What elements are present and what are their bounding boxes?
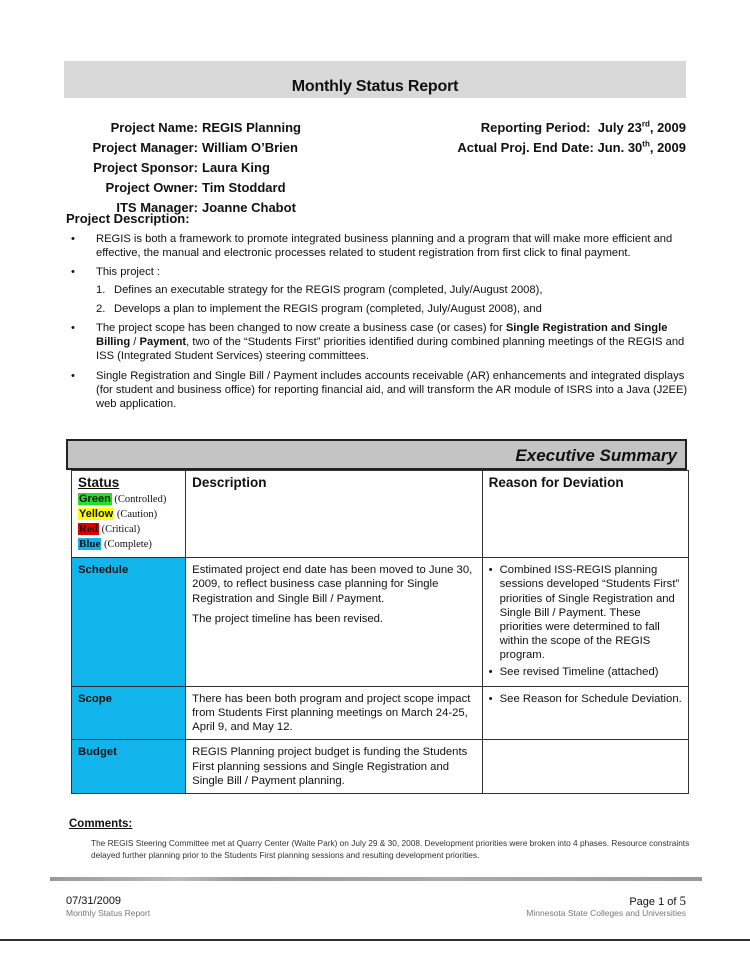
legend-swatch-green: Green [79,493,111,506]
row-label-scope: Scope [72,686,186,740]
reporting-period-day: July 23 [597,120,642,135]
legend-item-red [78,522,179,537]
description-bullet-text [96,322,684,362]
executive-summary-title: Executive Summary [515,446,677,465]
emphasis-text: Single Registration and Single Billing [96,322,668,349]
reporting-period-row [430,118,686,138]
scope-reason-cell [482,686,688,740]
table-row-budget [72,740,689,794]
reason-item: • Combined ISS-REGIS planning sessions developed “Students First” priorities of Single Registration and Single Bill / Payment. These priorities were determined to fall within the scope of the REGIS program. [489,563,682,662]
end-date-label: Actual Proj. End Date: [457,140,594,155]
text-run: / [130,336,140,349]
text-run: , two of the “Students First” priorities identified during combined planning meetings of the REGIS and ISS (Integrated Student Services) steering committees. [96,336,685,363]
page-prefix: Page 1 of [629,896,680,908]
description-bullet-text: This project : [96,266,161,279]
status-legend [78,492,179,552]
reporting-period-value [598,120,686,135]
its-manager-label: ITS Manager: [116,200,198,215]
row-label-schedule: Schedule [72,558,186,687]
legend-item-blue [78,537,179,552]
status-column-header: Status [78,475,120,490]
footer-page-number [629,893,686,909]
bullet-icon: • [71,233,75,245]
description-bullet-text: Single Registration and Single Bill / Payment includes accounts receivable (AR) enhancements and integrated displays (for student and business office) for reporting financial aid, and will transform the AR module of ISRS into a Java (J2EE) web application. [96,369,688,411]
legend-meaning: (Critical) [101,524,141,536]
description-paragraph: The project timeline has been revised. [192,612,384,625]
bullet-icon: • [71,266,75,279]
legend-swatch-yellow: Yellow [79,508,114,521]
footer-document-name: Monthly Status Report [66,908,151,918]
project-owner-value: Tim Stoddard [202,180,286,195]
project-manager-value: William O’Brien [202,140,298,155]
reason-item: • See revised Timeline (attached) [489,665,682,679]
description-bullet [66,369,690,412]
reporting-period-suffix: rd [641,119,650,129]
end-date-suffix: th [642,139,650,149]
project-name-label: Project Name: [110,120,198,135]
its-manager-value: Joanne Chabot [202,200,296,215]
numbered-item [66,302,690,316]
description-bullet [66,265,690,279]
executive-summary-bar [66,439,687,470]
report-title-bar [64,61,686,98]
reporting-period-label: Reporting Period: [480,120,591,135]
description-column-header: Description [186,471,482,558]
project-owner-label: Project Owner: [105,180,198,195]
footer-organization: Minnesota State Colleges and Universities [526,908,686,918]
project-description-heading: Project Description: [66,211,190,226]
item-number: 1. [96,283,106,296]
project-sponsor-label: Project Sponsor: [93,160,198,175]
reason-column-header: Reason for Deviation [482,471,688,558]
table-row-schedule [72,558,689,687]
schedule-reason-cell [482,558,688,687]
numbered-item-text: Develops a plan to implement the REGIS program (completed, July/August 2008), and [114,302,542,315]
comments-text: The REGIS Steering Committee met at Quarry Center (Waite Park) on July 29 & 30, 2008. Development priorities were broken into 4 phases. Resource constraints delayed further planning prior to the Students First planning sessions and resulting development priorities. [91,838,690,860]
status-header-cell [72,471,186,558]
numbered-item-text: Defines an executable strategy for the REGIS program (completed, July/August 2008), [114,283,543,296]
legend-item-green [78,492,179,507]
budget-reason-cell [482,740,688,794]
row-label-budget: Budget [72,740,186,794]
budget-description-cell [186,740,482,794]
end-date-row [430,138,686,158]
emphasis-text: Payment [139,336,187,349]
project-info-right [430,118,686,158]
legend-swatch-blue: Blue [79,538,101,551]
legend-meaning: (Caution) [116,509,158,521]
end-date-value [597,140,686,155]
project-info-left [64,118,304,218]
end-date-day: Jun. 30 [597,140,643,155]
footer-date: 07/31/2009 [66,895,122,907]
project-sponsor-row [64,158,304,178]
legend-meaning: (Complete) [104,539,152,551]
schedule-description-cell [186,558,482,687]
item-number: 2. [96,302,106,315]
bullet-icon: • [71,322,75,335]
description-paragraph: Estimated project end date has been moved to June 30, 2009, to reflect business case planning for Single Registration and Single Bill / Payment. [192,564,473,605]
page-total: 5 [679,893,686,908]
legend-meaning: (Controlled) [114,494,167,506]
end-date-year: , 2009 [649,140,686,155]
page-bottom-divider [0,939,750,941]
project-name-row [64,118,304,138]
legend-item-yellow [78,507,179,522]
executive-summary-table [71,470,689,794]
bullet-icon: • [71,369,75,382]
reason-list [489,692,682,706]
footer-divider [50,877,702,881]
reason-item: • See Reason for Schedule Deviation. [489,692,682,706]
numbered-item [66,283,690,297]
project-description-list [66,232,690,416]
description-bullet [66,232,690,260]
text-run: The project scope has been changed to now create a business case (or cases) for [96,322,506,335]
report-title: Monthly Status Report [291,78,459,95]
reporting-period-year: , 2009 [649,120,686,135]
comments-heading: Comments: [69,818,133,830]
legend-swatch-red: Red [79,523,98,536]
project-manager-label: Project Manager: [92,140,198,155]
project-manager-row [64,138,304,158]
scope-description-cell [186,686,482,740]
project-name-value: REGIS Planning [202,120,301,135]
table-header-row [72,471,689,558]
description-bullet [66,321,690,364]
reason-list [489,563,682,679]
project-sponsor-value: Laura King [202,160,270,175]
table-row-scope [72,686,689,740]
description-paragraph: There has been both program and project scope impact from Students First planning meetings on March 24-25, April 9, and May 12. [192,692,471,734]
project-owner-row [64,178,304,198]
description-paragraph: REGIS Planning project budget is funding the Students First planning sessions and Single Registration and Single Bill / Payment planning. [192,746,468,787]
description-bullet-text: REGIS is both a framework to promote integrated business planning and a program that will make more efficient and effective, the manual and electronic processes related to student registration from first click to final payment. [96,233,673,260]
